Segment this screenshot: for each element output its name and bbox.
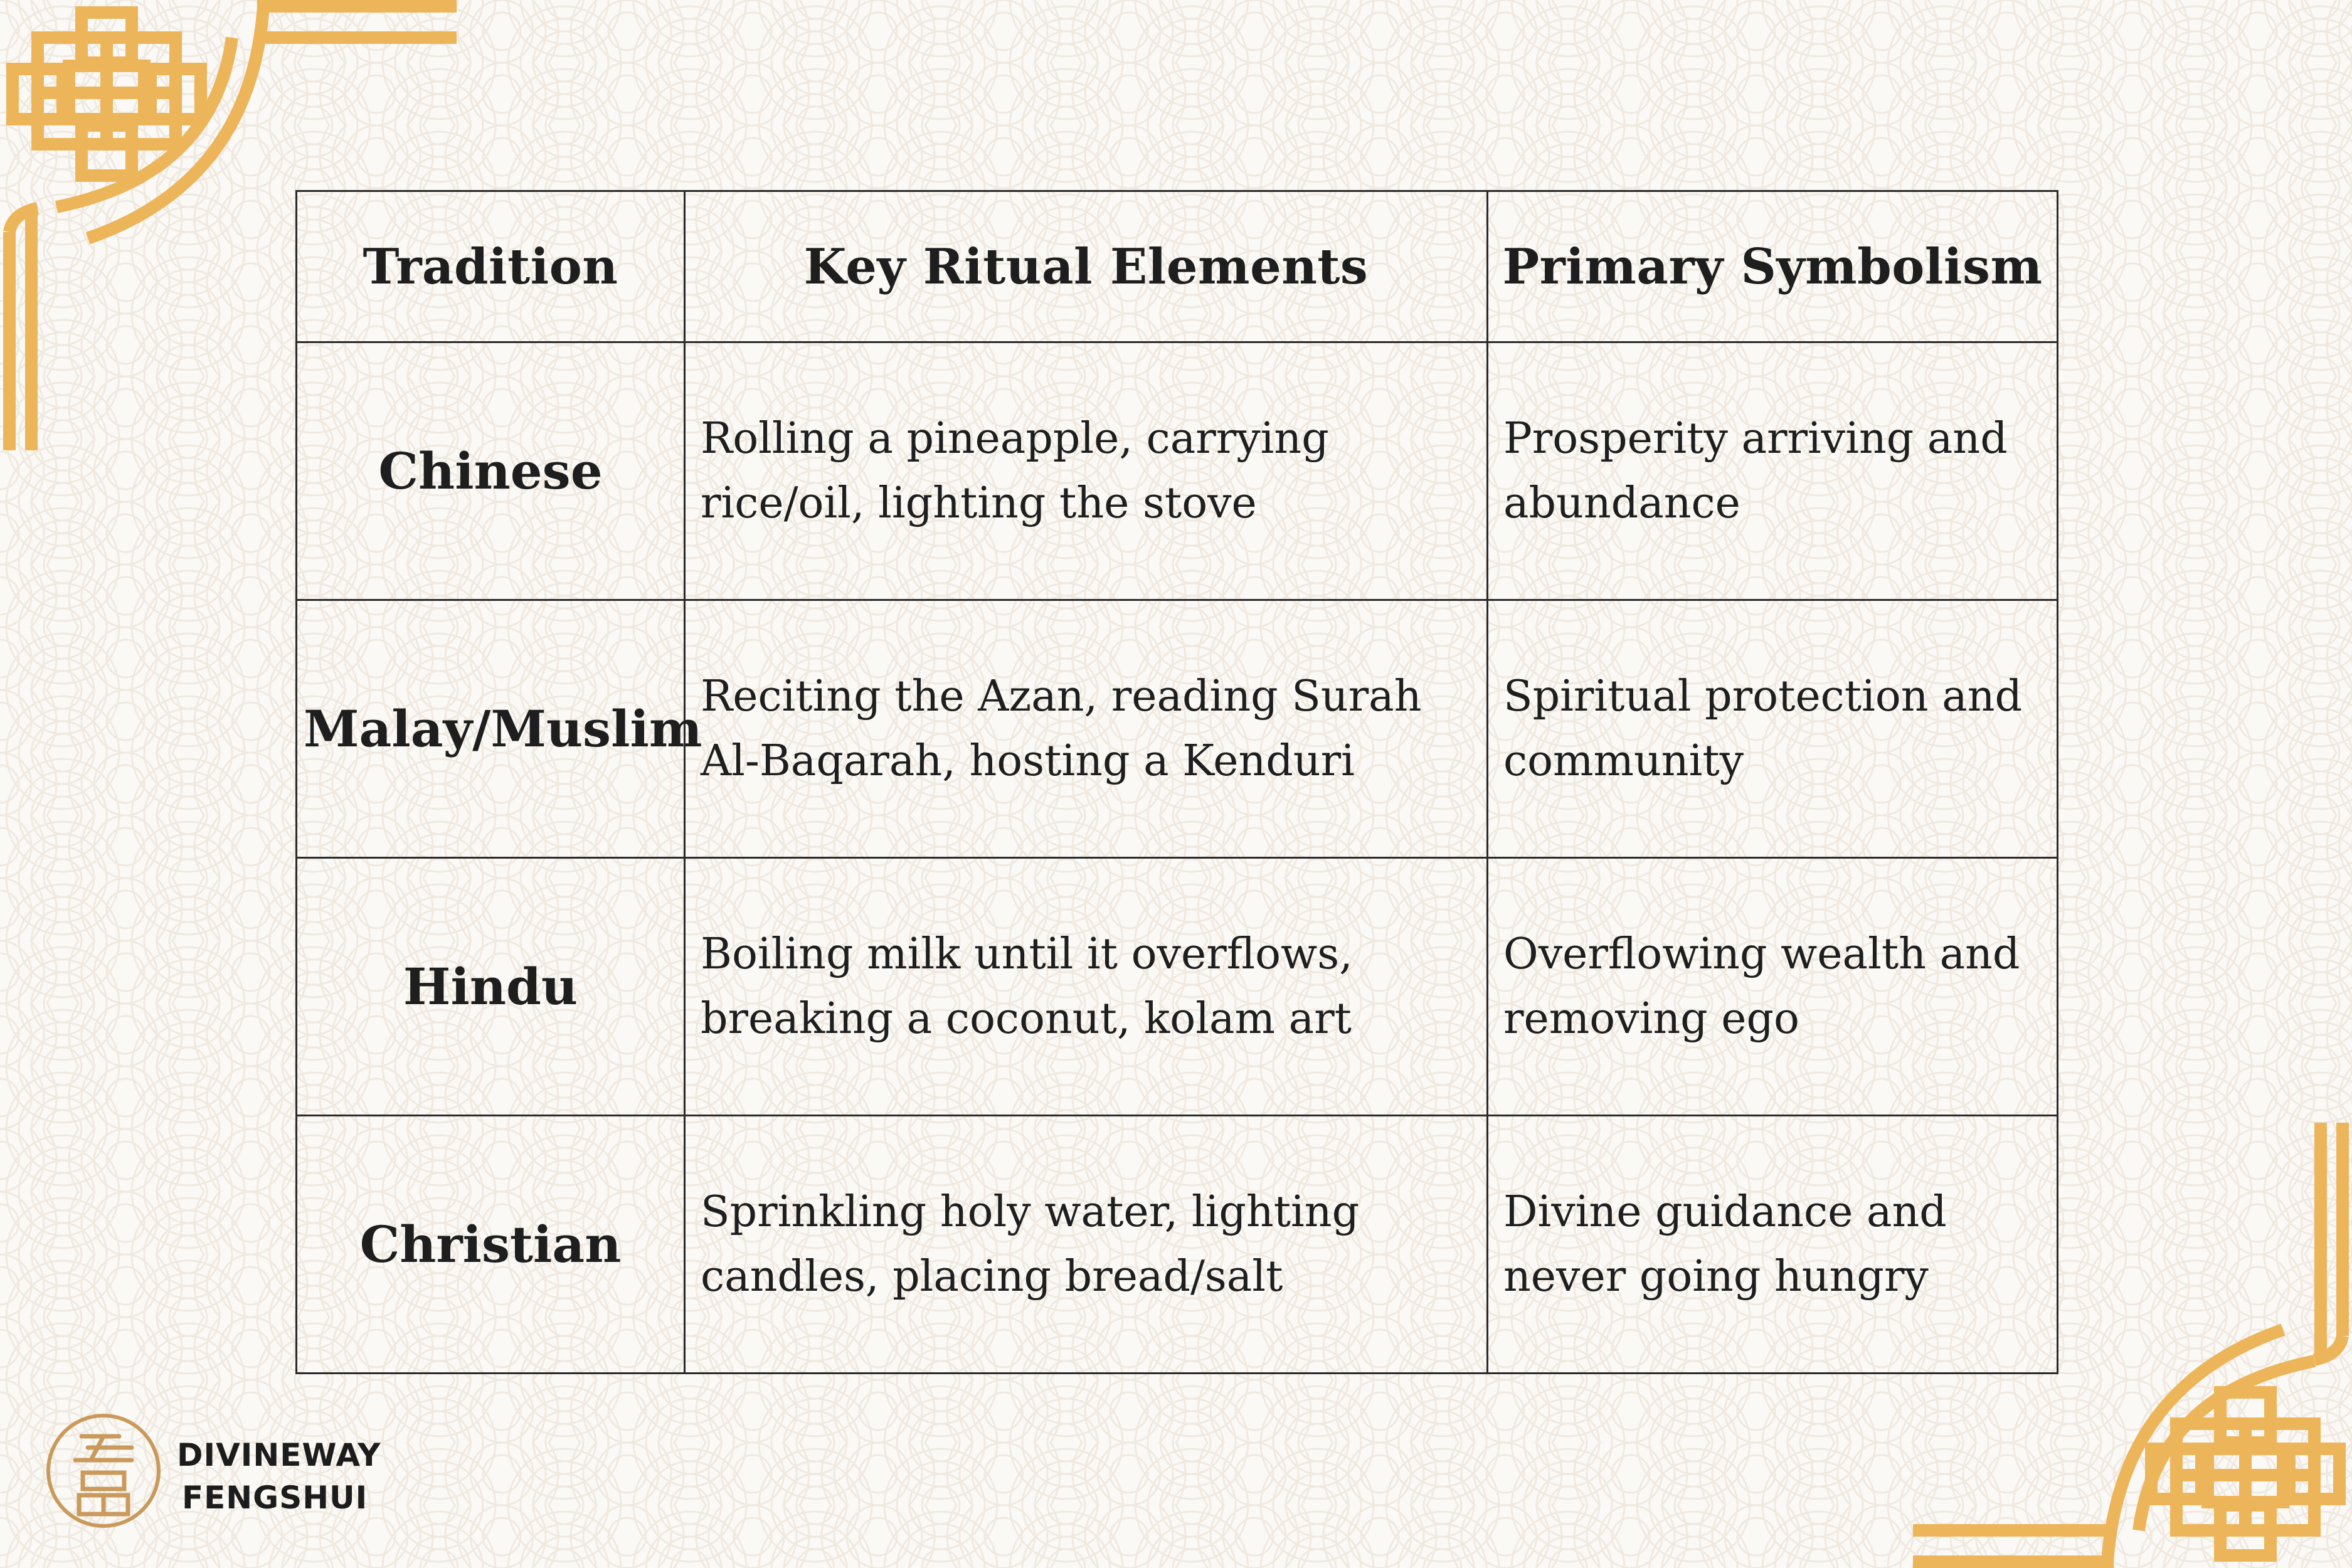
header-key-ritual-elements: Key Ritual Elements [685, 191, 1488, 342]
table-row [297, 600, 2058, 858]
symbolism-cell: Spiritual protection and community [1488, 600, 2058, 858]
table-row [297, 1116, 2058, 1374]
feng-shui-emblem-icon [44, 1411, 163, 1530]
ritual-elements-cell: Boiling milk until it overflows, breaking a coconut, kolam art [685, 858, 1488, 1116]
tradition-cell: Christian [297, 1116, 685, 1374]
brand-name [177, 1434, 381, 1519]
ritual-elements-cell: Reciting the Azan, reading Surah Al-Baqarah, hosting a Kenduri [685, 600, 1488, 858]
brand-name-line2: FENGSHUI [182, 1480, 368, 1516]
header-primary-symbolism: Primary Symbolism [1488, 191, 2058, 342]
table-header-row [297, 191, 2058, 342]
symbolism-cell: Overflowing wealth and removing ego [1488, 858, 2058, 1116]
symbolism-cell: Divine guidance and never going hungry [1488, 1116, 2058, 1374]
tradition-cell: Chinese [297, 342, 685, 600]
brand-name-line1: DIVINEWAY [177, 1437, 381, 1473]
symbolism-cell: Prosperity arriving and abundance [1488, 342, 2058, 600]
table-row [297, 342, 2058, 600]
ritual-elements-cell: Rolling a pineapple, carrying rice/oil, lighting the stove [685, 342, 1488, 600]
brand-logo [44, 1411, 420, 1537]
tradition-cell: Malay/Muslim [297, 600, 685, 858]
table-row [297, 858, 2058, 1116]
tradition-cell: Hindu [297, 858, 685, 1116]
ritual-comparison-table [295, 190, 2058, 1374]
ritual-elements-cell: Sprinkling holy water, lighting candles, placing bread/salt [685, 1116, 1488, 1374]
header-tradition: Tradition [297, 191, 685, 342]
